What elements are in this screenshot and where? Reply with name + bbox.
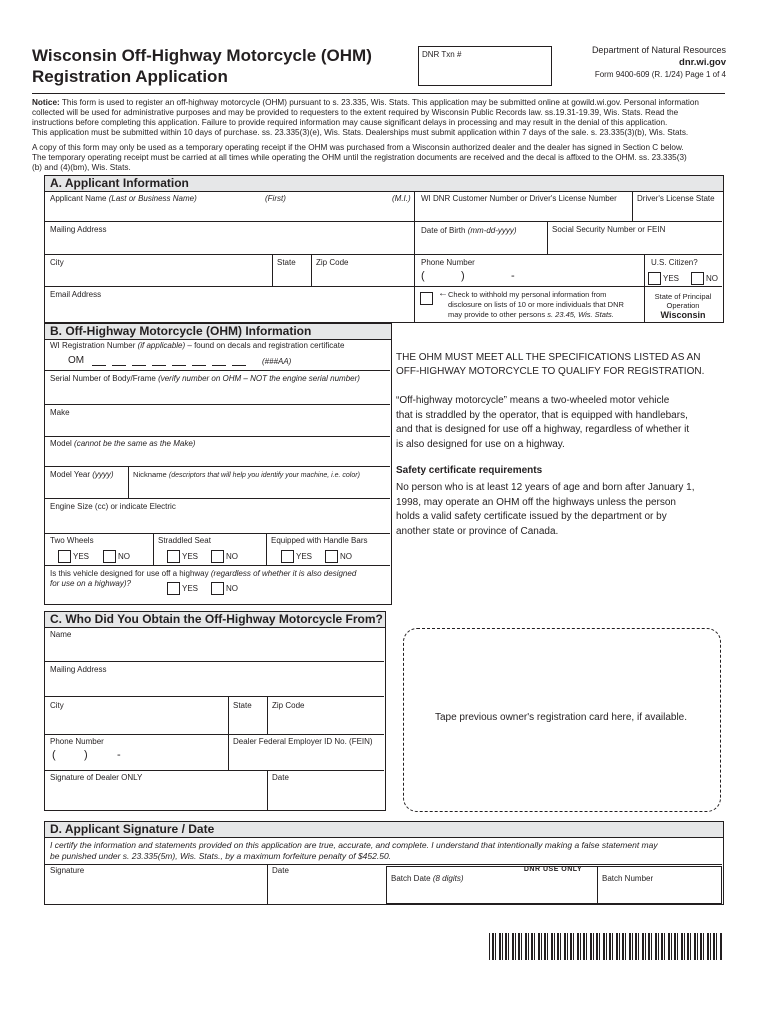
section-c-header: C. Who Did You Obtain the Off-Highway Motorcycle From? [44,611,386,628]
withhold-info-checkbox[interactable] [420,292,433,305]
city-label: City [50,258,64,267]
zip-label: Zip Code [316,258,349,267]
dealer-signature-label: Signature of Dealer ONLY [50,773,143,782]
dealer-fein-label: Dealer Federal Employer ID No. (FEIN) [233,737,373,746]
seller-city-label: City [50,701,64,710]
batch-number-label: Batch Number [602,874,654,883]
principal-label: Operation [666,301,700,310]
form-title-line2: Registration Application [32,67,228,86]
state-label: State [277,258,296,267]
offhighway-no-checkbox[interactable] [211,582,224,595]
tape-instruction: Tape previous owner's registration card here, if available. [434,712,688,723]
two-wheels-label: Two Wheels [50,536,94,545]
notice-block [32,98,726,173]
notice-line: The temporary operating receipt must be carried at all times while operating the OHM until the registration documents are received and the decal is affixed to the OHM. ss. 23.335(3) [32,153,687,162]
seller-phone-field[interactable] [56,750,216,764]
section-d-header: D. Applicant Signature / Date [44,821,724,838]
batch-date-label: Batch Date [391,874,431,883]
yes-label: YES [663,274,680,283]
certification-text: I certify the information and statements provided on this application are true, accurate, and complete. I understand that intentionally making a false statement may be punished under s. 23.335(5m), Wis. Stats., by a maximum forfeiture penalty of $452.50. [50,840,658,861]
mi-label: (M.I.) [392,194,411,203]
principal-value: Wisconsin [660,310,706,320]
applicant-signature-field[interactable] [50,876,260,900]
us-citizen-label: U.S. Citizen? [651,258,698,267]
om-prefix: OM [68,355,85,366]
safety-text: No person who is at least 12 years of age and born after January 1, 1998, may operate an OHM off the highways unless the person holds a valid safety certificate issued by the department or by another state or province of Canada. [396,482,695,537]
handle-bars-no-checkbox[interactable] [325,550,338,563]
applicant-name-field[interactable] [48,205,408,219]
yes-label: YES [182,552,199,561]
principal-label: State of Principal [654,292,712,301]
form-number: Form 9400-609 (R. 1/24) Page 1 of 4 [594,70,726,79]
withhold-text: may provide to other persons [448,310,546,319]
website: dnr.wi.gov [679,57,726,68]
offhighway-yes-checkbox[interactable] [167,582,180,595]
us-citizen-no-checkbox[interactable] [691,272,704,285]
phone-label: Phone Number [421,258,475,267]
yes-label: YES [73,552,90,561]
nickname-label: Nickname [133,470,167,479]
handle-bars-label: Equipped with Handle Bars [271,536,368,545]
us-citizen-yes-checkbox[interactable] [648,272,661,285]
engine-label: Engine Size (cc) or indicate Electric [50,502,176,511]
applicant-date-field[interactable] [272,876,382,900]
dealer-date-label: Date [272,773,289,782]
seller-phone-label: Phone Number [50,737,104,746]
handle-bars-yes-checkbox[interactable] [281,550,294,563]
phone-close-paren: ) [84,749,88,761]
safety-heading: Safety certificate requirements [396,465,543,476]
form-title-line1: Wisconsin Off-Highway Motorcycle (OHM) [32,46,372,65]
phone-close-paren: ) [461,270,465,282]
header-divider [32,93,725,94]
spec-heading: THE OHM MUST MEET ALL THE SPECIFICATIONS LISTED AS AN OFF-HIGHWAY MOTORCYCLE TO QUALIFY FOR REGISTRATION. [396,352,705,377]
notice-line: This application must be submitted within 10 days of purchase. ss. 23.335(3)(e), Wis. Stats. Dealerships must submit application within 7 days of the sale. s. 23.335(3)(b), Wis. Stats. [32,128,689,137]
yes-label: YES [182,584,199,593]
mailing-address-label: Mailing Address [50,225,107,234]
customer-number-label: WI DNR Customer Number or Driver's License Number [421,194,617,203]
notice-label: Notice: [32,98,60,107]
dnr-txn-label: DNR Txn # [422,50,462,59]
dnr-use-label: DNR USE ONLY [523,866,583,873]
applicant-date-label: Date [272,866,289,875]
email-label: Email Address [50,290,102,299]
section-b-header: B. Off-Highway Motorcycle (OHM) Information [44,323,392,340]
phone-dash: - [511,270,515,282]
notice-line: This form is used to register an off-highway motorcycle (OHM) pursuant to s. 23.335, Wis. Stats. This application may be submitted online at gowild.wi.gov. Personal information [61,98,699,107]
straddled-no-checkbox[interactable] [211,550,224,563]
phone-dash: - [117,749,121,761]
designed-label: Is this vehicle designed for use off a highway [50,569,209,578]
section-a-header: A. Applicant Information [44,175,724,192]
no-label: NO [340,552,352,561]
agency-name: Department of Natural Resources [591,45,726,55]
seller-address-label: Mailing Address [50,665,107,674]
straddled-yes-checkbox[interactable] [167,550,180,563]
two-wheels-no-checkbox[interactable] [103,550,116,563]
section-c-box [44,627,386,811]
withhold-text: Check to withhold my personal information from [448,290,607,299]
no-label: NO [226,552,238,561]
notice-line: instructions before completing this application. Failure to provide required information may cause significant delays in processing and may result in the denial of this application. [32,118,668,127]
barcode [489,933,723,960]
notice-line: (b) and (4)(bm), Wis. Stats. [32,163,131,172]
phone-open-paren: ( [52,749,56,761]
applicant-name-label: Applicant Name [50,194,107,203]
withhold-text: disclosure on lists of 10 or more individuals that DNR [448,300,624,309]
notice-line: collected will be used for administrative purposes and may be provided to requesters to the extent required by Wisconsin Public Records law. ss.19.31-19.39, Wis. Stats. Read the [32,108,679,117]
ssn-label: Social Security Number or FEIN [552,225,666,234]
seller-name-label: Name [50,630,72,639]
om-number-field[interactable] [92,365,252,366]
seller-zip-label: Zip Code [272,701,305,710]
model-label: Model [50,439,72,448]
two-wheels-yes-checkbox[interactable] [58,550,71,563]
phone-open-paren: ( [421,270,425,282]
phone-field[interactable] [428,270,608,284]
om-format: (###AA) [262,357,292,366]
arrow-left-icon: ← [438,288,448,299]
no-label: NO [706,274,718,283]
serial-label: Serial Number of Body/Frame [50,374,156,383]
dob-label: Date of Birth [421,226,466,235]
straddled-label: Straddled Seat [158,536,211,545]
notice-line: A copy of this form may only be used as a temporary operating receipt if the OHM was purchased from a Wisconsin authorized dealer and the dealer has signed in Section C below. [32,143,684,152]
no-label: NO [226,584,238,593]
applicant-signature-label: Signature [50,866,85,875]
seller-state-label: State [233,701,252,710]
yes-label: YES [296,552,313,561]
make-label: Make [50,408,70,417]
ohm-definition: “Off-highway motorcycle” means a two-wheeled motor vehicle that is straddled by the operator, that is equipped with handlebars, and that is designed for use off a highway, regardless of whether it is also designed for use on a highway. [396,395,690,450]
reg-number-label: WI Registration Number [50,341,136,350]
dl-state-label: Driver's License State [637,194,715,203]
first-name-label: (First) [265,194,286,203]
no-label: NO [118,552,130,561]
model-year-label: Model Year [50,470,91,479]
